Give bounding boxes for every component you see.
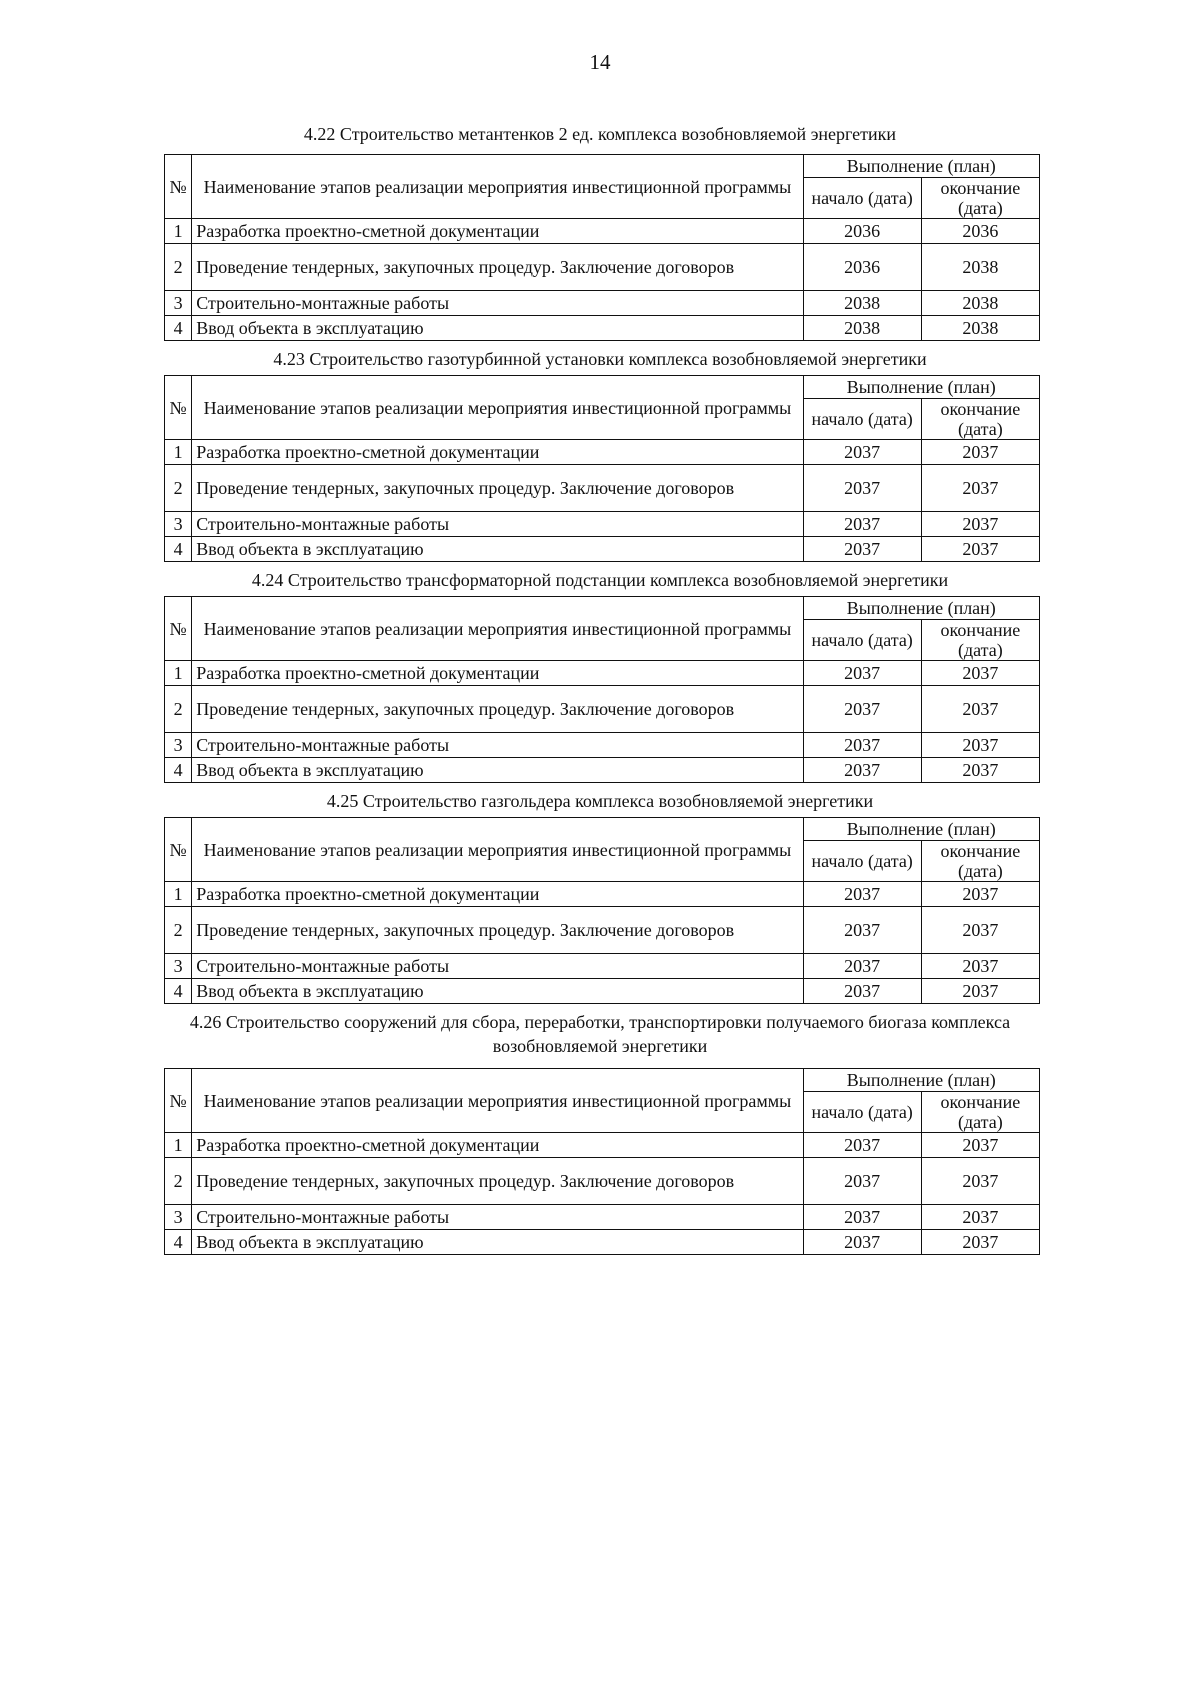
row-stage-name: Разработка проектно-сметной документации	[192, 1133, 803, 1158]
column-header-number: №	[165, 376, 192, 440]
row-stage-name: Строительно-монтажные работы	[192, 291, 803, 316]
row-start-year: 2037	[803, 1133, 921, 1158]
investment-stage-section	[0, 789, 1200, 1004]
table-row	[165, 1158, 1040, 1205]
row-start-year: 2036	[803, 244, 921, 291]
column-header-end: окончание (дата)	[921, 178, 1039, 219]
document-body	[0, 122, 1200, 1261]
row-end-year: 2037	[921, 661, 1039, 686]
row-end-year: 2037	[921, 686, 1039, 733]
column-header-name: Наименование этапов реализации мероприятия инвестиционной программы	[192, 376, 803, 440]
row-end-year: 2037	[921, 1133, 1039, 1158]
row-number: 3	[165, 954, 192, 979]
column-header-execution: Выполнение (план)	[803, 818, 1039, 841]
column-header-number: №	[165, 818, 192, 882]
table-row	[165, 954, 1040, 979]
stage-table	[164, 596, 1040, 783]
column-header-start: начало (дата)	[803, 841, 921, 882]
row-number: 2	[165, 1158, 192, 1205]
column-header-end: окончание (дата)	[921, 1092, 1039, 1133]
row-stage-name: Разработка проектно-сметной документации	[192, 882, 803, 907]
stage-table	[164, 154, 1040, 341]
row-end-year: 2037	[921, 954, 1039, 979]
column-header-end: окончание (дата)	[921, 399, 1039, 440]
row-end-year: 2037	[921, 882, 1039, 907]
row-stage-name: Разработка проектно-сметной документации	[192, 440, 803, 465]
row-number: 2	[165, 244, 192, 291]
row-stage-name: Проведение тендерных, закупочных процедур. Заключение договоров	[192, 244, 803, 291]
row-number: 3	[165, 1205, 192, 1230]
row-end-year: 2038	[921, 316, 1039, 341]
stage-table	[164, 375, 1040, 562]
row-stage-name: Проведение тендерных, закупочных процедур. Заключение договоров	[192, 465, 803, 512]
table-row	[165, 440, 1040, 465]
row-stage-name: Разработка проектно-сметной документации	[192, 219, 803, 244]
row-number: 3	[165, 512, 192, 537]
row-number: 3	[165, 733, 192, 758]
column-header-number: №	[165, 1069, 192, 1133]
table-row	[165, 661, 1040, 686]
column-header-execution: Выполнение (план)	[803, 155, 1039, 178]
row-start-year: 2037	[803, 907, 921, 954]
row-end-year: 2037	[921, 758, 1039, 783]
row-number: 2	[165, 465, 192, 512]
investment-stage-section	[0, 347, 1200, 562]
section-title: 4.22 Строительство метантенков 2 ед. комплекса возобновляемой энергетики	[303, 124, 897, 144]
row-start-year: 2036	[803, 219, 921, 244]
row-end-year: 2037	[921, 907, 1039, 954]
row-end-year: 2037	[921, 1230, 1039, 1255]
row-start-year: 2037	[803, 465, 921, 512]
table-row	[165, 733, 1040, 758]
row-number: 4	[165, 758, 192, 783]
column-header-name: Наименование этапов реализации мероприятия инвестиционной программы	[192, 155, 803, 219]
row-start-year: 2037	[803, 1230, 921, 1255]
row-start-year: 2037	[803, 954, 921, 979]
row-end-year: 2038	[921, 291, 1039, 316]
row-number: 2	[165, 907, 192, 954]
table-row	[165, 244, 1040, 291]
row-end-year: 2037	[921, 465, 1039, 512]
row-start-year: 2037	[803, 686, 921, 733]
row-start-year: 2037	[803, 1158, 921, 1205]
table-row	[165, 316, 1040, 341]
row-stage-name: Строительно-монтажные работы	[192, 512, 803, 537]
row-number: 2	[165, 686, 192, 733]
column-header-start: начало (дата)	[803, 178, 921, 219]
table-row	[165, 1230, 1040, 1255]
row-number: 4	[165, 1230, 192, 1255]
row-number: 1	[165, 882, 192, 907]
row-start-year: 2037	[803, 661, 921, 686]
row-stage-name: Проведение тендерных, закупочных процедур. Заключение договоров	[192, 1158, 803, 1205]
section-title: 4.23 Строительство газотурбинной установки комплекса возобновляемой энергетики	[273, 349, 927, 369]
column-header-start: начало (дата)	[803, 399, 921, 440]
table-row	[165, 882, 1040, 907]
stage-table	[164, 1068, 1040, 1255]
section-title: 4.25 Строительство газгольдера комплекса возобновляемой энергетики	[326, 791, 874, 811]
column-header-name: Наименование этапов реализации мероприятия инвестиционной программы	[192, 1069, 803, 1133]
row-stage-name: Ввод объекта в эксплуатацию	[192, 316, 803, 341]
row-number: 4	[165, 316, 192, 341]
row-stage-name: Разработка проектно-сметной документации	[192, 661, 803, 686]
section-title: 4.24 Строительство трансформаторной подстанции комплекса возобновляемой энергетики	[251, 570, 949, 590]
row-end-year: 2036	[921, 219, 1039, 244]
row-number: 1	[165, 661, 192, 686]
column-header-name: Наименование этапов реализации мероприятия инвестиционной программы	[192, 818, 803, 882]
row-end-year: 2037	[921, 512, 1039, 537]
row-stage-name: Ввод объекта в эксплуатацию	[192, 979, 803, 1004]
row-start-year: 2037	[803, 537, 921, 562]
row-start-year: 2037	[803, 758, 921, 783]
page-number: 14	[589, 50, 611, 74]
row-end-year: 2037	[921, 979, 1039, 1004]
row-number: 3	[165, 291, 192, 316]
row-number: 1	[165, 219, 192, 244]
column-header-execution: Выполнение (план)	[803, 376, 1039, 399]
column-header-start: начало (дата)	[803, 1092, 921, 1133]
column-header-end: окончание (дата)	[921, 841, 1039, 882]
table-row	[165, 758, 1040, 783]
table-row	[165, 219, 1040, 244]
row-number: 1	[165, 1133, 192, 1158]
row-stage-name: Проведение тендерных, закупочных процедур. Заключение договоров	[192, 686, 803, 733]
investment-stage-section	[0, 1010, 1200, 1255]
row-number: 1	[165, 440, 192, 465]
table-row	[165, 979, 1040, 1004]
row-stage-name: Строительно-монтажные работы	[192, 733, 803, 758]
row-end-year: 2037	[921, 733, 1039, 758]
row-start-year: 2037	[803, 882, 921, 907]
stage-table	[164, 817, 1040, 1004]
row-stage-name: Проведение тендерных, закупочных процедур. Заключение договоров	[192, 907, 803, 954]
table-row	[165, 1133, 1040, 1158]
table-row	[165, 537, 1040, 562]
row-end-year: 2037	[921, 440, 1039, 465]
row-start-year: 2038	[803, 316, 921, 341]
row-number: 4	[165, 537, 192, 562]
column-header-execution: Выполнение (план)	[803, 597, 1039, 620]
row-start-year: 2037	[803, 512, 921, 537]
row-end-year: 2038	[921, 244, 1039, 291]
column-header-number: №	[165, 155, 192, 219]
row-start-year: 2037	[803, 979, 921, 1004]
row-start-year: 2037	[803, 440, 921, 465]
column-header-start: начало (дата)	[803, 620, 921, 661]
table-row	[165, 291, 1040, 316]
investment-stage-section	[0, 122, 1200, 341]
table-row	[165, 1205, 1040, 1230]
row-stage-name: Строительно-монтажные работы	[192, 954, 803, 979]
investment-stage-section	[0, 568, 1200, 783]
row-stage-name: Ввод объекта в эксплуатацию	[192, 758, 803, 783]
row-number: 4	[165, 979, 192, 1004]
row-start-year: 2038	[803, 291, 921, 316]
row-stage-name: Строительно-монтажные работы	[192, 1205, 803, 1230]
table-row	[165, 907, 1040, 954]
row-start-year: 2037	[803, 733, 921, 758]
table-row	[165, 686, 1040, 733]
column-header-execution: Выполнение (план)	[803, 1069, 1039, 1092]
row-end-year: 2037	[921, 537, 1039, 562]
row-end-year: 2037	[921, 1205, 1039, 1230]
row-stage-name: Ввод объекта в эксплуатацию	[192, 537, 803, 562]
column-header-number: №	[165, 597, 192, 661]
row-end-year: 2037	[921, 1158, 1039, 1205]
table-row	[165, 465, 1040, 512]
table-row	[165, 512, 1040, 537]
row-stage-name: Ввод объекта в эксплуатацию	[192, 1230, 803, 1255]
column-header-end: окончание (дата)	[921, 620, 1039, 661]
column-header-name: Наименование этапов реализации мероприятия инвестиционной программы	[192, 597, 803, 661]
row-start-year: 2037	[803, 1205, 921, 1230]
section-title: 4.26 Строительство сооружений для сбора, переработки, транспортировки получаемого биогаза комплекса возобновляемой энергетики	[189, 1012, 1011, 1056]
